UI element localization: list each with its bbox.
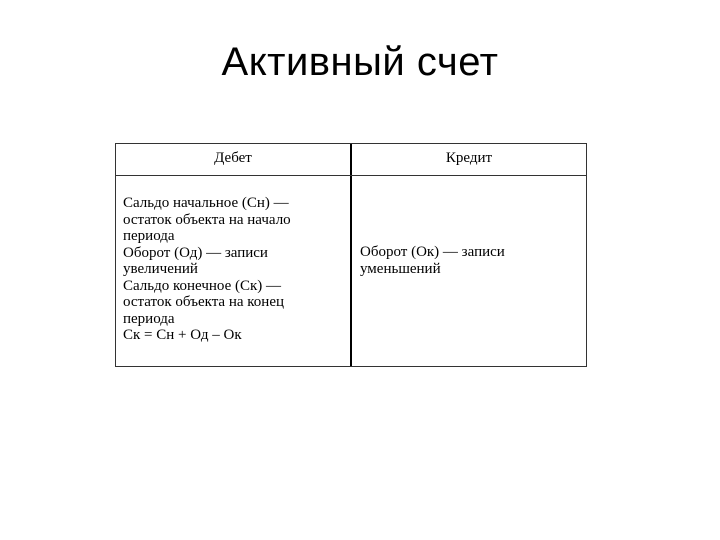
credit-line: Оборот (Ок) — записи <box>360 244 505 260</box>
credit-line: уменьшений <box>360 260 441 277</box>
debit-line: Оборот (Од) — записи <box>123 244 268 261</box>
debit-line: периода <box>123 310 175 327</box>
t-account-table <box>115 143 587 367</box>
debit-line: остаток объекта на конец <box>123 294 285 310</box>
closing-balance-formula: Ск = Сн + Од – Ок <box>123 327 242 343</box>
credit-cell <box>360 244 580 277</box>
debit-line: Сальдо начальное (Сн) — <box>123 195 289 211</box>
debit-cell <box>123 195 345 344</box>
debit-line: увеличений <box>123 261 198 277</box>
slide-title: Активный счет <box>221 40 499 84</box>
debit-line: периода <box>123 228 175 244</box>
debit-line: Сальдо конечное (Ск) — <box>123 277 282 294</box>
debit-line: остаток объекта на начало <box>123 211 291 228</box>
debit-header: Дебет <box>214 150 252 166</box>
credit-header: Кредит <box>445 150 493 166</box>
header-divider <box>116 175 586 176</box>
column-divider <box>350 144 352 366</box>
